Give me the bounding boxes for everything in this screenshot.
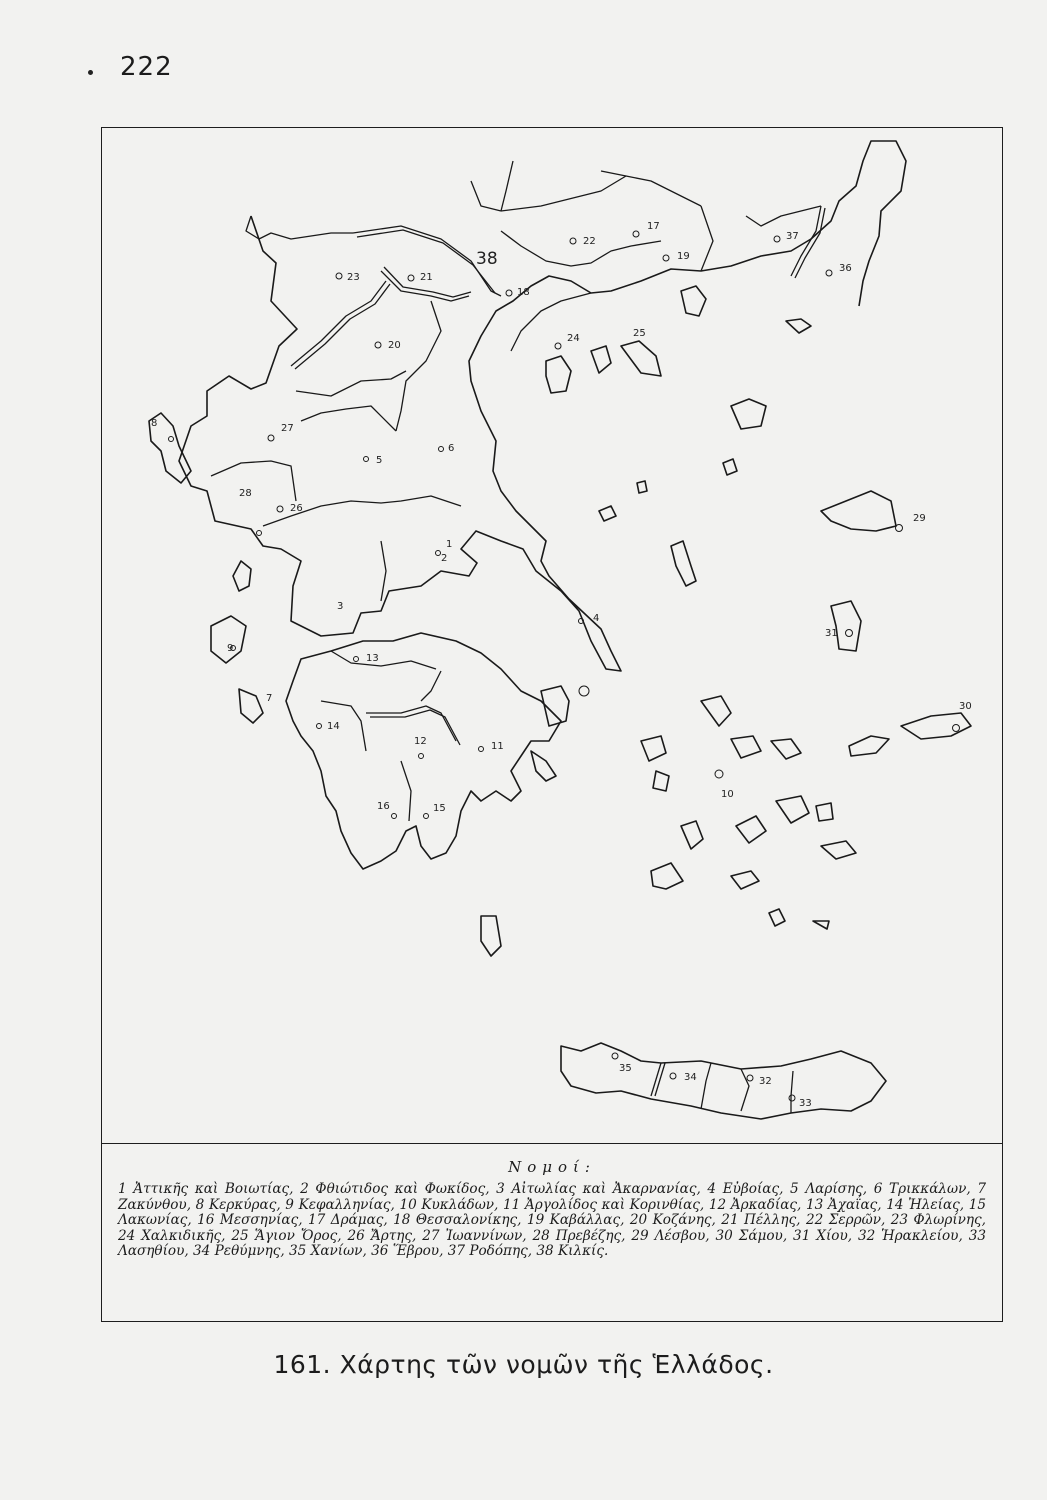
label-6: 6 xyxy=(448,443,455,454)
label-31: 31 xyxy=(825,628,838,639)
label-27: 27 xyxy=(281,423,294,434)
label-25: 25 xyxy=(633,328,646,339)
label-28: 28 xyxy=(239,488,252,499)
label-35: 35 xyxy=(619,1063,632,1074)
label-2: 2 xyxy=(441,553,448,564)
label-13: 13 xyxy=(366,653,379,664)
peloponnese-outline xyxy=(286,633,561,869)
page-number: 222 xyxy=(120,52,173,82)
label-32: 32 xyxy=(759,1076,772,1087)
greece-prefectures-map xyxy=(102,128,1001,1140)
label-7: 7 xyxy=(266,693,273,704)
label-5: 5 xyxy=(376,455,383,466)
label-30: 30 xyxy=(959,701,972,712)
margin-dot xyxy=(88,70,93,75)
label-23: 23 xyxy=(347,272,360,283)
label-18: 18 xyxy=(517,287,530,298)
legend-title: Νομοί: xyxy=(508,1158,596,1176)
prefecture-boundaries xyxy=(211,176,825,821)
label-22: 22 xyxy=(583,236,596,247)
label-26: 26 xyxy=(290,503,303,514)
label-19: 19 xyxy=(677,251,690,262)
label-38: 38 xyxy=(476,249,498,269)
label-29: 29 xyxy=(913,513,926,524)
label-4: 4 xyxy=(593,613,600,624)
map-legend xyxy=(102,1143,1002,1260)
label-24: 24 xyxy=(567,333,580,344)
islands xyxy=(149,286,971,956)
label-20: 20 xyxy=(388,340,401,351)
label-15: 15 xyxy=(433,803,446,814)
label-16: 16 xyxy=(377,801,390,812)
label-1: 1 xyxy=(446,539,453,550)
label-10: 10 xyxy=(721,789,734,800)
label-33: 33 xyxy=(799,1098,812,1109)
label-14: 14 xyxy=(327,721,340,732)
figure-caption: 161. Χάρτης τῶν νομῶν τῆς Ἑλλάδος. xyxy=(273,1350,774,1379)
label-11: 11 xyxy=(491,741,504,752)
label-17: 17 xyxy=(647,221,660,232)
label-9: 9 xyxy=(227,643,234,654)
label-21: 21 xyxy=(420,272,433,283)
crete-outline xyxy=(561,1043,886,1119)
prefecture-labels xyxy=(151,221,972,1109)
mainland-outline xyxy=(179,141,906,671)
label-3: 3 xyxy=(337,601,344,612)
label-37: 37 xyxy=(786,231,799,242)
crete-boundaries xyxy=(651,1063,793,1113)
label-12: 12 xyxy=(414,736,427,747)
label-8: 8 xyxy=(151,418,158,429)
map-frame xyxy=(101,127,1003,1322)
legend-text: 1 Ἀττικῆς καὶ Βοιωτίας, 2 Φθιώτιδος καὶ Φωκίδος, 3 Αἰτωλίας καὶ Ἀκαρνανίας, 4 Εὐβοίας, 5 Λαρίσης, 6 Τρικκάλων, 7 Ζακύνθου, 8 Κερκύρας, 9 Κεφαλληνίας, 10 Κυκλάδων, 11 Ἀργολίδος καὶ Κορινθίας, 12 Ἀρκαδίας, 13 Ἀχαΐας, 14 Ἠλείας, 15 Λακωνίας, 16 Μεσσηνίας, 17 Δράμας, 18 Θεσσαλονίκης, 19 Καβάλλας, 20 Κοζάνης, 21 Πέλλης, 22 Σερρῶν, 23 Φλωρίνης, 24 Χαλκιδικῆς, 25 Ἅγιον Ὄρος, 26 Ἄρτης, 27 Ἰωαννίνων, 28 Πρεβέζης, 29 Λέσβου, 30 Σάμου, 31 Χίου, 32 Ἡρακλείου, 33 Λασηθίου, 34 Ρεθύμνης, 35 Χανίων, 36 Ἕβρου, 37 Ροδόπης, 38 Κιλκίς. xyxy=(118,1181,986,1259)
label-34: 34 xyxy=(684,1072,697,1083)
label-36: 36 xyxy=(839,263,852,274)
northern-border xyxy=(246,161,626,239)
